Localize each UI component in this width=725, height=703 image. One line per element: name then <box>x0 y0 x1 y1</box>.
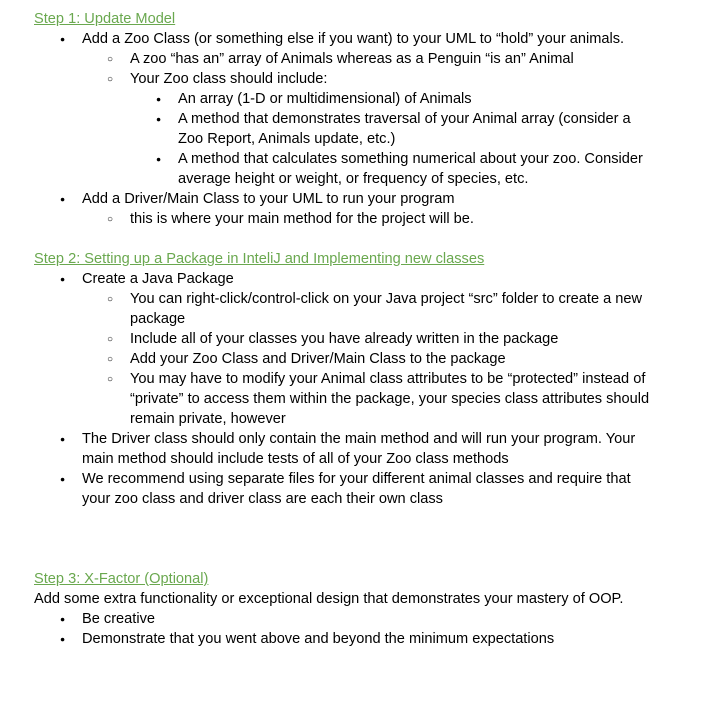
step1-heading: Step 1: Update Model <box>34 11 176 27</box>
step2-bullet-driver-l2: main method should include tests of all of your Zoo class methods <box>82 451 509 467</box>
step1-item-array: An array (1-D or multidimensional) of Animals <box>178 91 472 107</box>
step2-bullet-java-package: Create a Java Package <box>82 271 234 287</box>
step1-sub-zoo-include: Your Zoo class should include: <box>130 71 328 87</box>
bullet-circle-icon <box>107 329 113 349</box>
step2-bullet-driver-l1: The Driver class should only contain the main method and will run your program. Your <box>82 431 636 447</box>
step3-intro: Add some extra functionality or exceptional design that demonstrates your mastery of OOP. <box>34 591 624 607</box>
step3-heading: Step 3: X-Factor (Optional) <box>34 571 209 587</box>
bullet-disc-icon <box>60 629 65 649</box>
bullet-disc-icon <box>60 29 65 49</box>
step1-item-traversal-l2: Zoo Report, Animals update, etc.) <box>178 131 396 147</box>
step1-item-numerical-l2: average height or weight, or frequency of species, etc. <box>178 171 529 187</box>
bullet-disc-icon <box>60 269 65 289</box>
step2-sub-right-click-l2: package <box>130 311 186 327</box>
step2-bullet-separate-files-l2: your zoo class and driver class are each their own class <box>82 491 443 507</box>
bullet-circle-icon <box>107 209 113 229</box>
step1-bullet-driver-class: Add a Driver/Main Class to your UML to run your program <box>82 191 455 207</box>
step1-item-numerical-l1: A method that calculates something numerical about your zoo. Consider <box>178 151 643 167</box>
bullet-circle-icon <box>107 289 113 309</box>
step1-bullet-zoo-class: Add a Zoo Class (or something else if you want) to your UML to “hold” your animals. <box>82 31 625 47</box>
step3-bullet-creative: Be creative <box>82 611 156 627</box>
bullet-circle-icon <box>107 369 113 389</box>
step2-sub-protected-l1: You may have to modify your Animal class attributes to be “protected” instead of <box>130 371 646 387</box>
bullet-disc-icon <box>60 429 65 449</box>
step1-item-traversal-l1: A method that demonstrates traversal of your Animal array (consider a <box>178 111 631 127</box>
bullet-disc-icon <box>156 89 161 109</box>
bullet-circle-icon <box>107 69 113 89</box>
bullet-disc-icon <box>60 609 65 629</box>
bullet-disc-icon <box>60 469 65 489</box>
step2-sub-protected-l3: remain private, however <box>130 411 286 427</box>
step2-bullet-separate-files-l1: We recommend using separate files for your different animal classes and require that <box>82 471 631 487</box>
step2-sub-right-click-l1: You can right-click/control-click on your Java project “src” folder to create a new <box>130 291 643 307</box>
step3-bullet-above-beyond: Demonstrate that you went above and beyond the minimum expectations <box>82 631 555 647</box>
step1-sub-has-an: A zoo “has an” array of Animals whereas as a Penguin “is an” Animal <box>130 51 574 67</box>
step1-sub-main-method: this is where your main method for the project will be. <box>130 211 474 227</box>
bullet-disc-icon <box>156 149 161 169</box>
step2-sub-protected-l2: “private” to access them within the package, your species class attributes should <box>130 391 650 407</box>
bullet-disc-icon <box>156 109 161 129</box>
step2-sub-include-classes: Include all of your classes you have already written in the package <box>130 331 559 347</box>
step2-heading: Step 2: Setting up a Package in InteliJ and Implementing new classes <box>34 251 485 267</box>
bullet-circle-icon <box>107 49 113 69</box>
bullet-circle-icon <box>107 349 113 369</box>
bullet-disc-icon <box>60 189 65 209</box>
step2-sub-add-zoo-driver: Add your Zoo Class and Driver/Main Class to the package <box>130 351 506 367</box>
